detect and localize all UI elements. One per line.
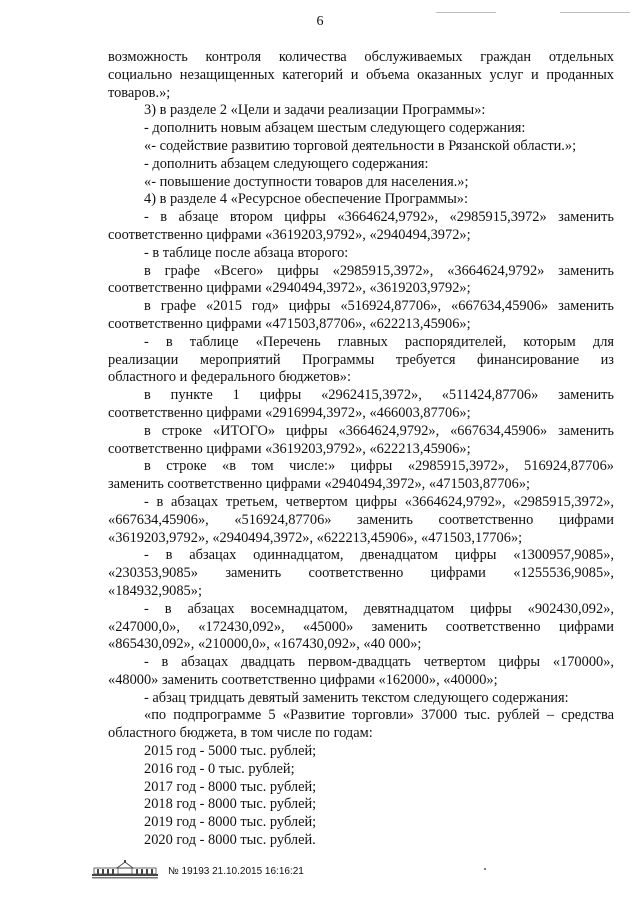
text-line: соответственно цифрами «2916994,3972», «466003,87706»; <box>108 404 471 421</box>
document-body <box>108 49 614 850</box>
page-number: 6 <box>316 14 324 29</box>
text-line: «667634,45906», «516924,87706» заменить соответственно цифрами <box>108 511 614 528</box>
text-line: заменить соответственно цифрами «2940494,3972», «471503,87706»; <box>108 476 531 493</box>
text-line: 2019 год - 8000 тыс. рублей; <box>144 814 317 831</box>
text-line: «184932,9085»; <box>108 582 202 599</box>
text-line: в графе «2015 год» цифры «516924,87706», «667634,45906» заменить <box>144 298 614 315</box>
text-line: «3619203,9792», «2940494,3972», «622213,45906», «471503,17706»; <box>108 529 523 546</box>
text-line: соответственно цифрами «471503,87706», «622213,45906»; <box>108 315 471 332</box>
registration-stamp: № 19193 21.10.2015 16:16:21 <box>168 866 304 877</box>
text-line: 2018 год - 8000 тыс. рублей; <box>144 796 317 813</box>
government-building-logo-icon <box>90 860 160 880</box>
text-line: товаров.»; <box>108 84 171 101</box>
text-line: в пункте 1 цифры «2962415,3972», «511424,87706» заменить <box>144 387 614 404</box>
text-line: «230353,9085» заменить соответственно цифрами «1255536,9085», <box>108 565 614 582</box>
text-line: в графе «Всего» цифры «2985915,3972», «3664624,9792» заменить <box>144 262 614 279</box>
text-line: социально незащищенных категорий и объема оказанных услуг и проданных <box>108 66 614 83</box>
text-line: - в таблице «Перечень главных распорядителей, которым для <box>144 333 614 350</box>
text-line: «865430,092», «210000,0», «167430,092», «40 000»; <box>108 636 422 653</box>
text-line: реализации мероприятий Программы требуется финансирование из <box>108 351 614 368</box>
document-footer <box>90 860 390 880</box>
text-line: - в таблице после абзаца второго: <box>144 244 349 261</box>
text-line: - в абзацах двадцать первом-двадцать четвертом цифры «170000», <box>144 654 614 671</box>
scan-speck <box>484 868 486 870</box>
text-line: областного и федерального бюджетов»: <box>108 369 351 386</box>
text-line: - в абзацах одиннадцатом, двенадцатом цифры «1300957,9085», <box>144 547 614 564</box>
text-line: соответственно цифрами «3619203,9792», «2940494,3972»; <box>108 226 471 243</box>
text-line: 2015 год - 5000 тыс. рублей; <box>144 743 317 760</box>
text-line: - абзац тридцать девятый заменить текстом следующего содержания: <box>144 689 569 706</box>
text-line: 4) в разделе 4 «Ресурсное обеспечение Программы»: <box>144 191 468 208</box>
scan-edge-mark-left <box>436 12 496 13</box>
scan-edge-mark-right <box>560 12 630 13</box>
text-line: «- повышение доступности товаров для населения.»; <box>144 173 469 190</box>
text-line: «по подпрограмме 5 «Развитие торговли» 37000 тыс. рублей – средства <box>144 707 614 724</box>
text-line: соответственно цифрами «3619203,9792», «622213,45906»; <box>108 440 471 457</box>
text-line: возможность контроля количества обслуживаемых граждан отдельных <box>108 49 614 65</box>
text-line: в строке «в том числе:» цифры «2985915,3972», 516924,87706» <box>144 458 614 475</box>
text-line: в строке «ИТОГО» цифры «3664624,9792», «667634,45906» заменить <box>144 422 614 439</box>
text-line: «247000,0», «172430,092», «45000» заменить соответственно цифрами <box>108 618 614 635</box>
text-line: - в абзацах восемнадцатом, девятнадцатом цифры «902430,092», <box>144 600 614 617</box>
text-line: областного бюджета, в том числе по годам: <box>108 725 373 742</box>
text-line: 2017 год - 8000 тыс. рублей; <box>144 778 317 795</box>
text-line: «- содействие развитию торговой деятельности в Рязанской области.»; <box>144 137 577 154</box>
text-line: 3) в разделе 2 «Цели и задачи реализации Программы»: <box>144 102 486 119</box>
text-line: «48000» заменить соответственно цифрами «162000», «40000»; <box>108 671 498 688</box>
text-line: 2016 год - 0 тыс. рублей; <box>144 760 295 777</box>
text-line: 2020 год - 8000 тыс. рублей. <box>144 832 316 849</box>
text-line: - дополнить новым абзацем шестым следующего содержания: <box>144 120 526 137</box>
text-line: - дополнить абзацем следующего содержания: <box>144 155 429 172</box>
text-line: соответственно цифрами «2940494,3972», «3619203,9792»; <box>108 280 471 297</box>
text-line: - в абзаце втором цифры «3664624,9792», «2985915,3972» заменить <box>144 209 614 226</box>
text-line: - в абзацах третьем, четвертом цифры «3664624,9792», «2985915,3972», <box>144 493 614 510</box>
